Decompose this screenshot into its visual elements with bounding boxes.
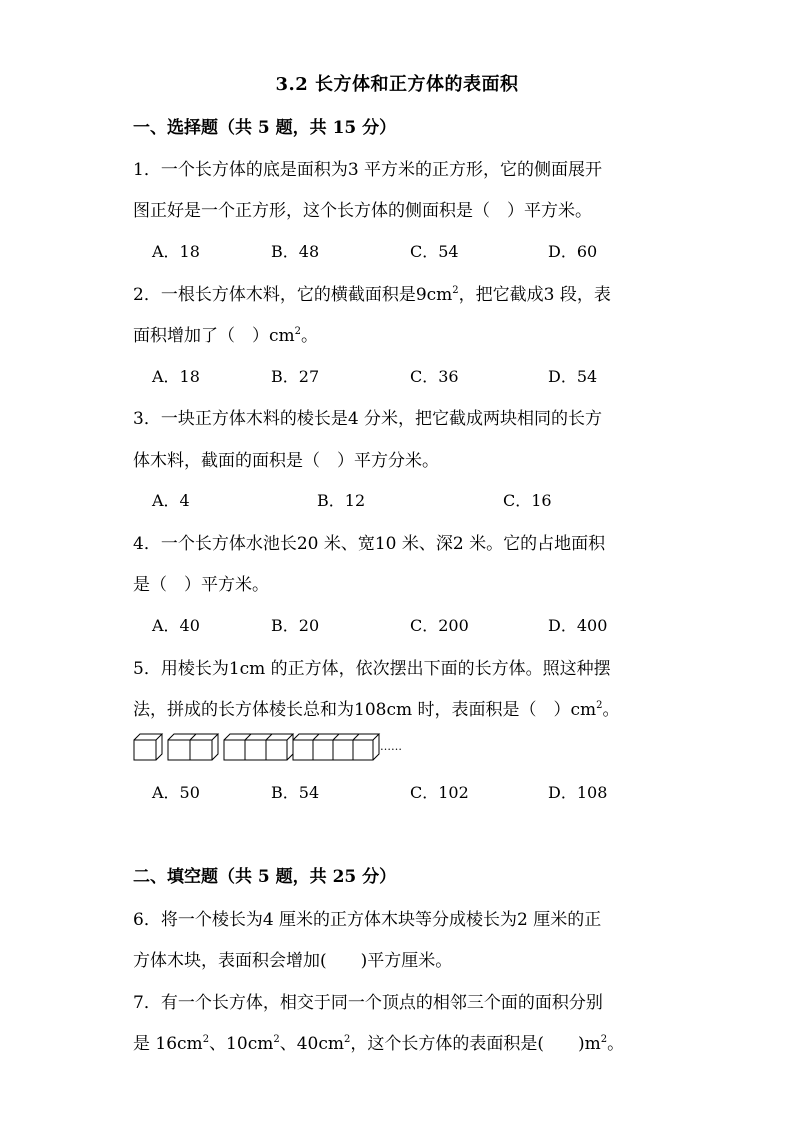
question-7-line-2 [133,1029,663,1054]
option-c: C．36 [410,367,459,386]
question-5-options [152,780,672,804]
question-5-text: 。 [602,700,620,720]
superscript: 2 [294,326,302,337]
question-3-line-2: 体木料，截面的面积是（ ）平方分米。 [133,451,439,471]
option-d: D．54 [548,367,598,386]
question-3-options [152,488,672,512]
question-5-text: 法，拼成的长方体棱长总和为108cm 时，表面积是（ ）cm [133,700,597,720]
superscript: 2 [273,1034,280,1045]
question-2-options [152,364,672,388]
question-4-line-2: 是（ ）平方米。 [133,575,269,595]
cube-row-4 [293,734,379,760]
cube-sequence-figure [133,733,403,761]
question-7-text: 、40cm [279,1034,344,1054]
question-2-text: 。 [301,326,319,346]
question-6-line-2: 方体木块，表面积会增加( )平方厘米。 [133,951,453,971]
ellipsis: …… [380,740,402,753]
question-6-line-1: 6．将一个棱长为4 厘米的正方体木块等分成棱长为2 厘米的正 [133,910,602,930]
option-c: C．16 [503,491,552,510]
option-c: C．54 [410,242,459,261]
cube-row-2 [168,734,218,760]
cube-row-3 [224,734,293,760]
option-d: D．108 [548,783,608,802]
option-a: A．18 [152,242,200,261]
question-7-text: 。 [607,1034,625,1054]
option-a: A．18 [152,367,200,386]
question-2-text: 面积增加了（ ）cm [133,326,295,346]
superscript: 2 [600,1034,608,1045]
superscript: 2 [596,700,603,711]
question-3-line-1: 3．一块正方体木料的棱长是4 分米，把它截成两块相同的长方 [133,409,603,429]
option-d: D．60 [548,242,598,261]
page-title: 3.2 长方体和正方体的表面积 [275,74,519,95]
superscript: 2 [202,1034,210,1045]
question-7-text: 、10cm [209,1034,274,1054]
question-1-line-2: 图正好是一个正方形，这个长方体的侧面积是（ ）平方米。 [133,201,592,221]
option-c: C．200 [410,616,469,635]
question-4-line-1: 4．一个长方体水池长20 米、宽10 米、深2 米。它的占地面积 [133,534,606,554]
question-2-text: ，把它截成3 段，表 [458,285,611,305]
option-b: B．20 [271,616,320,635]
question-5-line-1: 5．用棱长为1cm 的正方体，依次摆出下面的长方体。照这种摆 [133,659,611,679]
option-b: B．27 [271,367,320,386]
section-heading-choice: 一、选择题（共 5 题，共 15 分） [133,118,397,138]
question-7-text: 是 16cm [133,1034,203,1054]
option-a: A．50 [152,783,200,802]
section-heading-fill-in: 二、填空题（共 5 题，共 25 分） [133,867,397,887]
question-1-options [152,239,672,263]
option-b: B．54 [271,783,320,802]
option-a: A．4 [152,491,190,510]
question-7-text: ，这个长方体的表面积是( )m [350,1034,601,1054]
option-b: B．48 [271,242,320,261]
question-2-text: 2．一根长方体木料，它的横截面积是9cm [133,285,453,305]
question-2-line-1 [133,280,663,305]
question-1-line-1: 1．一个长方体的底是面积为3 平方米的正方形，它的侧面展开 [133,160,603,180]
option-b: B．12 [317,491,366,510]
cube-row-1 [134,734,162,760]
option-a: A．40 [152,616,200,635]
superscript: 2 [344,1034,351,1045]
option-c: C．102 [410,783,469,802]
question-7-line-1: 7．有一个长方体，相交于同一个顶点的相邻三个面的面积分别 [133,993,603,1013]
superscript: 2 [452,285,459,296]
question-5-line-2 [133,695,663,720]
question-4-options [152,613,672,637]
option-d: D．400 [548,616,608,635]
question-2-line-2 [133,321,663,346]
